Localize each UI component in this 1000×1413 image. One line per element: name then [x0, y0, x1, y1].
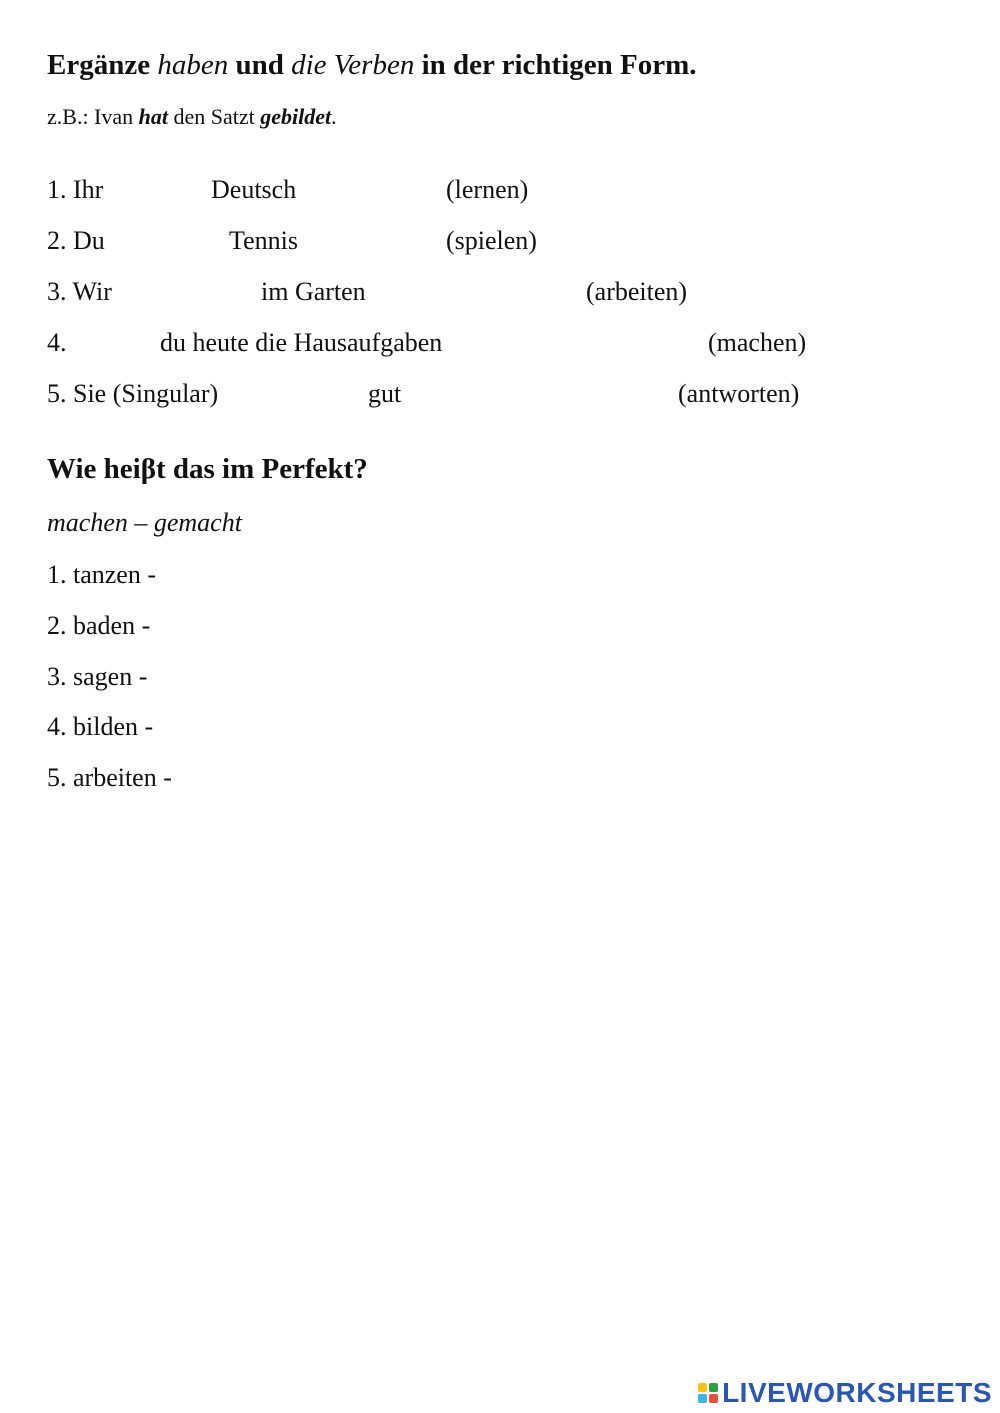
row-2-start: 2. Du [47, 226, 105, 255]
list-item: 3. sagen - [47, 662, 148, 691]
row-2-verb: (spielen) [446, 226, 537, 255]
row-4-start: 4. [47, 328, 67, 357]
task2-sample: machen – gemacht [47, 508, 242, 537]
row-5-verb: (antworten) [678, 379, 800, 408]
row-3-mid: im Garten [261, 277, 366, 306]
liveworksheets-logo [698, 1376, 992, 1410]
logo-text: LIVEWORKSHEETS [722, 1377, 992, 1408]
row-3-verb: (arbeiten) [586, 277, 688, 306]
row-1-mid: Deutsch [211, 175, 297, 204]
row-5-start: 5. Sie (Singular) [47, 379, 219, 408]
row-1-start: 1. Ihr [47, 175, 104, 204]
row-5-mid: gut [368, 379, 402, 408]
list-item: 1. tanzen - [47, 560, 157, 589]
logo-grid-icon [698, 1383, 718, 1403]
row-4-mid: du heute die Hausaufgaben [160, 328, 443, 357]
row-4-verb: (machen) [708, 328, 807, 357]
list-item: 5. arbeiten - [47, 763, 172, 792]
row-2-mid: Tennis [229, 226, 298, 255]
task2-title: Wie heiβt das im Perfekt? [47, 453, 368, 485]
task1-title: Ergänze haben und die Verben in der richtigen Form. [47, 49, 697, 81]
row-1-verb: (lernen) [446, 175, 529, 204]
list-item: 2. baden - [47, 611, 151, 640]
list-item: 4. bilden - [47, 712, 154, 741]
row-3-start: 3. Wir [47, 277, 112, 306]
task1-example: z.B.: Ivan hat den Satzt gebildet. [47, 104, 337, 129]
